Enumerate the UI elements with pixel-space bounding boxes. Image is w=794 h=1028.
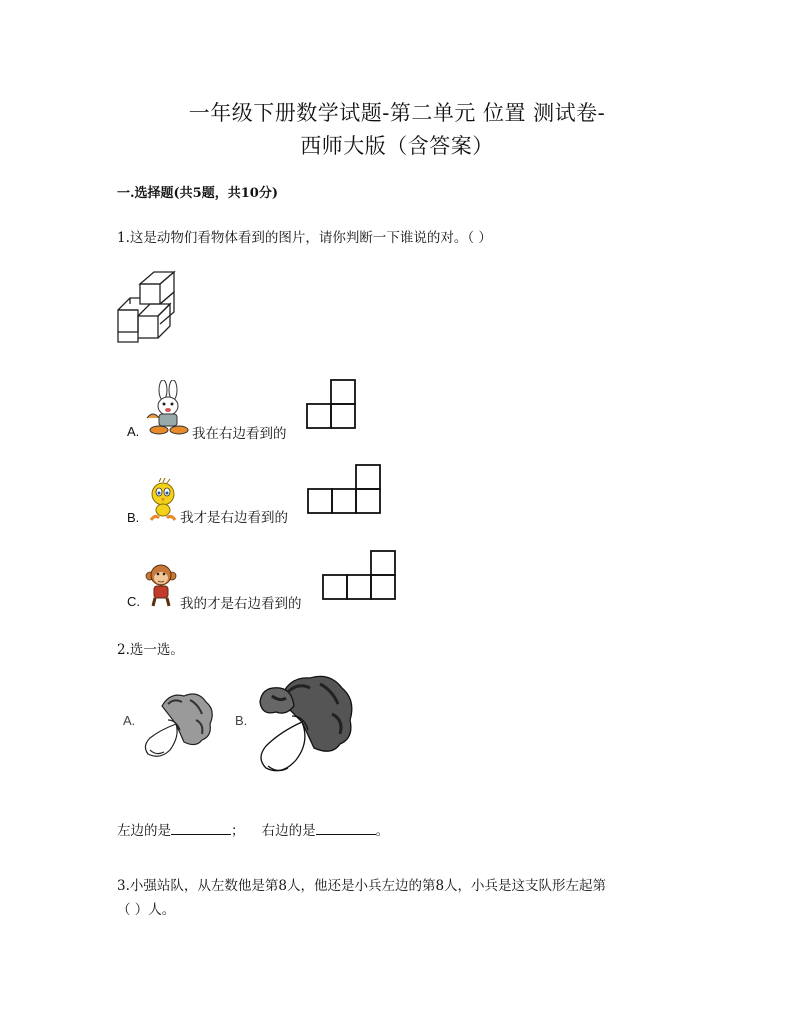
fill-right-label: 右边的是	[261, 823, 316, 839]
section-heading: 一.选择题(共5题，共10分)	[117, 186, 278, 201]
question-1-text: 1.这是动物们看物体看到的图片，请你判断一下谁说的对。（ ）	[117, 230, 492, 246]
question-2-fill-line	[117, 819, 389, 839]
document-title-line-2: 西师大版（含答案）	[300, 134, 494, 158]
fill-end: 。	[375, 823, 390, 839]
cabbage-large-icon	[252, 672, 358, 780]
option-c-text: 我的才是右边看到的	[180, 596, 302, 612]
option-a-letter: A.	[127, 424, 140, 439]
option-c-letter: C.	[127, 594, 140, 609]
fill-separator: ；	[231, 823, 245, 839]
question-3-text	[117, 874, 697, 922]
monkey-icon	[143, 562, 179, 608]
rabbit-icon	[145, 380, 193, 436]
option-b-view-figure	[307, 464, 383, 516]
option-b-letter-q2: B.	[235, 713, 248, 728]
cabbage-small-icon	[140, 690, 216, 762]
question-2-text: 2.选一选。	[117, 642, 184, 658]
fill-left-label: 左边的是	[117, 823, 171, 839]
option-a-letter-q2: A.	[123, 713, 136, 728]
option-a-view-figure	[306, 379, 358, 431]
option-b-letter: B.	[127, 510, 140, 525]
bird-icon	[145, 478, 181, 524]
option-b-text: 我才是右边看到的	[180, 510, 288, 526]
document-title-line-1: 一年级下册数学试题-第二单元 位置 测试卷-	[188, 101, 606, 125]
question-3-line-1: 3.小强站队，从左数他是第8人，他还是小兵左边的第8人，小兵是这支队形左起第	[117, 878, 607, 894]
left-answer-blank[interactable]	[171, 822, 231, 835]
option-a-text: 我在右边看到的	[192, 426, 287, 442]
right-answer-blank[interactable]	[316, 822, 376, 835]
option-c-view-figure	[322, 550, 398, 602]
cube-stack-figure	[114, 270, 186, 346]
question-3-line-2: （ ）人。	[117, 902, 176, 918]
